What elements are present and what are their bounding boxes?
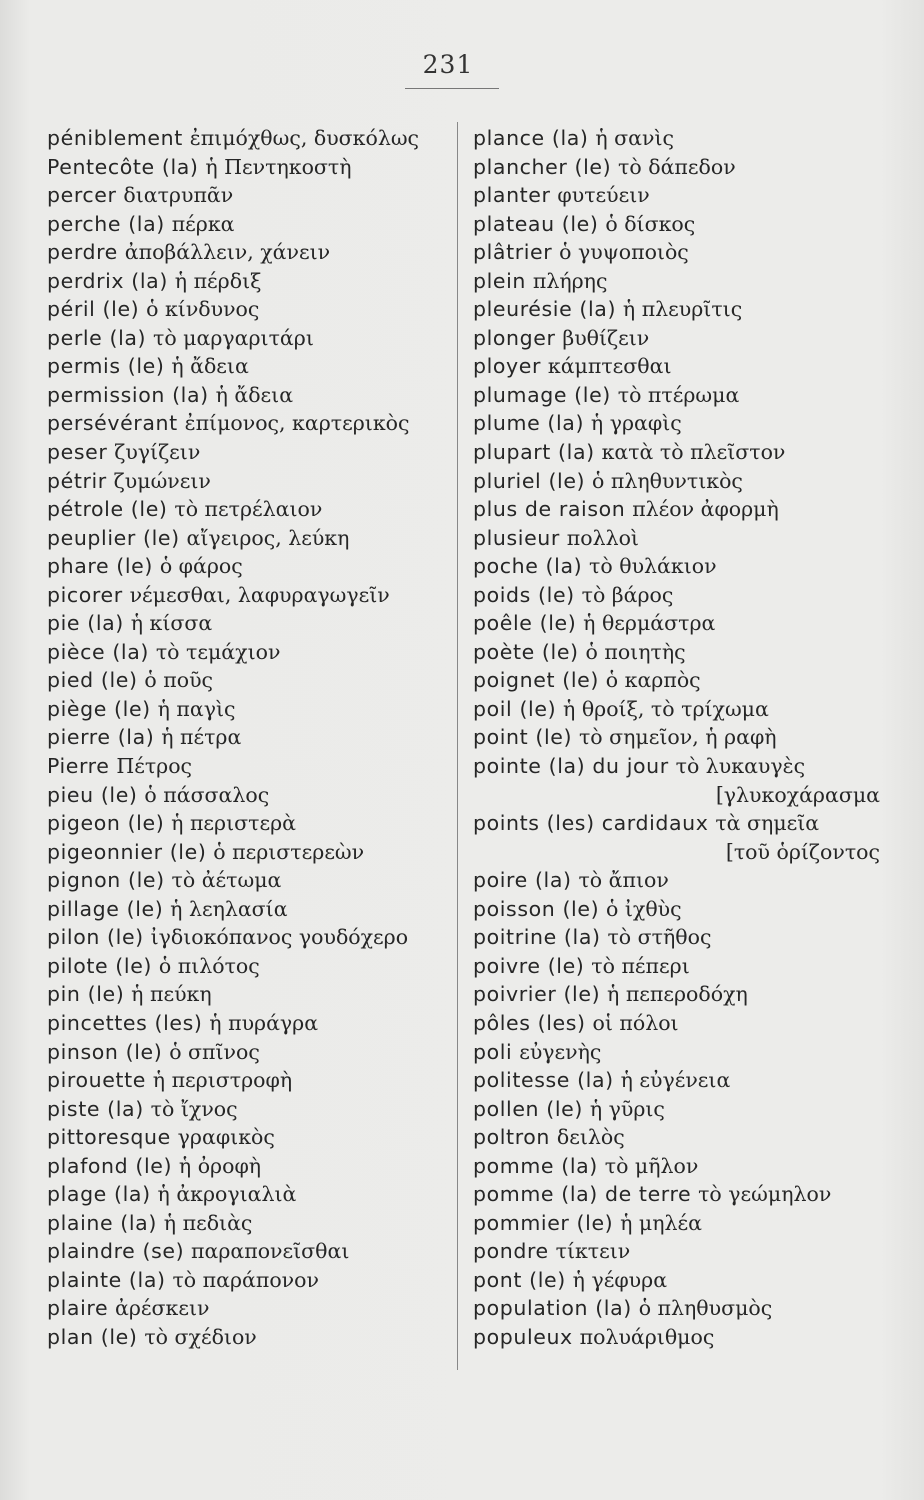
greek-translation: ὁ σπῖνος	[169, 1039, 260, 1064]
dictionary-entry	[473, 1123, 888, 1152]
greek-translation: τὸ ἄπιον	[578, 868, 669, 893]
dictionary-entry	[47, 409, 452, 438]
french-term: pétrir	[47, 468, 107, 493]
dictionary-entry	[473, 1095, 888, 1124]
french-term: point (le)	[473, 725, 573, 750]
dictionary-entry	[47, 952, 452, 981]
dictionary-entry	[47, 838, 452, 867]
french-term: pétrole (le)	[47, 497, 168, 522]
french-term: poche (la)	[473, 554, 583, 579]
french-term: pointe (la) du jour	[473, 754, 669, 779]
dictionary-entry	[47, 295, 452, 324]
french-term: poli	[473, 1039, 513, 1064]
greek-translation: ἡ πέτρα	[161, 725, 242, 750]
dictionary-entry-continuation	[473, 781, 888, 810]
dictionary-entry	[473, 638, 888, 667]
greek-translation: τὸ παράπονον	[172, 1267, 319, 1292]
french-term: perche (la)	[47, 211, 165, 236]
dictionary-entry	[47, 1237, 452, 1266]
dictionary-entry	[47, 752, 452, 781]
greek-translation: τὸ σημεῖον, ἡ ραφὴ	[578, 725, 777, 750]
dictionary-entry	[473, 1323, 888, 1352]
dictionary-entry	[47, 809, 452, 838]
french-term: piste (la)	[47, 1096, 144, 1121]
dictionary-entry	[47, 1294, 452, 1323]
dictionary-entry	[473, 210, 888, 239]
french-term: poire (la)	[473, 868, 572, 893]
dictionary-entry	[473, 1066, 888, 1095]
french-term: poignet (le)	[473, 668, 599, 693]
dictionary-entry	[473, 866, 888, 895]
greek-translation: Πέτρος	[116, 754, 193, 779]
french-term: permission (la)	[47, 382, 209, 407]
french-term: plafond (le)	[47, 1153, 173, 1178]
dictionary-entry	[473, 381, 888, 410]
french-term: plainte (la)	[47, 1267, 166, 1292]
dictionary-entry	[47, 1009, 452, 1038]
greek-translation: οἱ πόλοι	[592, 1010, 679, 1035]
dictionary-entry	[473, 295, 888, 324]
greek-translation: ἡ θροίξ, τὸ τρίχωμα	[563, 696, 769, 721]
greek-translation: τὸ πέπερι	[591, 953, 690, 978]
dictionary-entry	[47, 895, 452, 924]
greek-translation: γραφικὸς	[177, 1125, 275, 1150]
dictionary-entry	[47, 980, 452, 1009]
dictionary-entry	[473, 267, 888, 296]
dictionary-entry	[47, 495, 452, 524]
greek-translation: πλήρης	[532, 268, 608, 293]
greek-translation: πολυάριθμος	[579, 1324, 715, 1349]
greek-translation: ἐπιμόχθως, δυσκόλως	[189, 126, 420, 150]
dictionary-entry	[47, 695, 452, 724]
french-term: plan (le)	[47, 1324, 138, 1349]
french-term: planter	[473, 183, 551, 208]
french-term: pillage (le)	[47, 896, 164, 921]
french-term: persévérant	[47, 411, 178, 436]
french-term: poitrine (la)	[473, 925, 601, 950]
french-term: perdre	[47, 240, 118, 265]
dictionary-entry	[473, 1009, 888, 1038]
greek-translation: ἡ ἄδεια	[215, 382, 294, 407]
greek-translation: ἡ σανὶς	[595, 126, 674, 150]
french-term: plateau (le)	[473, 211, 599, 236]
greek-translation: τὸ πετρέλαιον	[174, 497, 323, 522]
french-term: points (les) cardidaux	[473, 811, 709, 836]
greek-translation: τὸ πτέρωμα	[617, 382, 740, 407]
dictionary-entry	[47, 1323, 452, 1352]
dictionary-entry	[473, 695, 888, 724]
dictionary-entry	[473, 609, 888, 638]
french-term: poisson (le)	[473, 896, 600, 921]
greek-translation: ἡ μηλέα	[620, 1210, 702, 1235]
french-term: pignon (le)	[47, 868, 165, 893]
greek-translation: τὸ βάρος	[581, 582, 674, 607]
dictionary-entry	[473, 752, 888, 781]
greek-translation: ἡ πυράγρα	[209, 1010, 319, 1035]
french-term: plume (la)	[473, 411, 585, 436]
french-term: pilon (le)	[47, 925, 144, 950]
dictionary-entry	[473, 524, 888, 553]
dictionary-entry	[473, 238, 888, 267]
greek-translation: ὁ ἰχθὺς	[606, 896, 682, 921]
greek-translation: ἡ παγὶς	[157, 696, 236, 721]
dictionary-entry	[47, 381, 452, 410]
dictionary-entry	[47, 923, 452, 952]
french-term: pollen (le)	[473, 1096, 583, 1121]
french-term: peuplier (le)	[47, 525, 180, 550]
french-term: poivrier (le)	[473, 982, 601, 1007]
french-term: politesse (la)	[473, 1068, 614, 1093]
french-term: pierre (la)	[47, 725, 155, 750]
dictionary-entry	[473, 1209, 888, 1238]
greek-translation: βυθίζειν	[562, 325, 650, 350]
french-term: picorer	[47, 582, 123, 607]
greek-translation: ἐπίμονος, καρτερικὸς	[184, 411, 410, 436]
dictionary-entry	[473, 552, 888, 581]
dictionary-entry	[47, 467, 452, 496]
french-term: plâtrier	[473, 240, 553, 265]
dictionary-entry	[473, 980, 888, 1009]
greek-translation: τὰ σημεῖα	[715, 811, 820, 836]
dictionary-entry	[47, 866, 452, 895]
french-term: plusieur	[473, 525, 560, 550]
greek-translation: αἴγειρος, λεύκη	[186, 525, 350, 550]
french-term: ployer	[473, 354, 542, 379]
french-term: pigeonnier (le)	[47, 839, 207, 864]
greek-translation: τὸ δάπεδον	[618, 154, 736, 179]
greek-translation: ἀποβάλλειν, χάνειν	[124, 240, 331, 265]
dictionary-entry	[47, 1266, 452, 1295]
greek-translation: [τοῦ ὁρίζοντος	[725, 839, 880, 864]
dictionary-entry-continuation	[473, 838, 888, 867]
dictionary-entry	[47, 1180, 452, 1209]
right-column	[473, 124, 888, 1352]
greek-translation: ἡ πεδιὰς	[163, 1210, 253, 1235]
dictionary-entry	[47, 153, 452, 182]
greek-translation: ἡ Πεντηκοστὴ	[205, 154, 352, 179]
french-term: population (la)	[473, 1296, 632, 1321]
dictionary-entry	[473, 153, 888, 182]
dictionary-entry	[473, 495, 888, 524]
dictionary-entry	[47, 324, 452, 353]
greek-translation: ὁ περιστερεὼν	[213, 839, 365, 864]
greek-translation: ὁ ποῦς	[144, 668, 214, 693]
dictionary-entry	[473, 1266, 888, 1295]
dictionary-entry	[47, 210, 452, 239]
greek-translation: κάμπτεσθαι	[547, 354, 672, 379]
dictionary-entry	[47, 1038, 452, 1067]
dictionary-entry	[47, 1152, 452, 1181]
greek-translation: ἡ πεπεροδόχη	[607, 982, 748, 1007]
french-term: poids (le)	[473, 582, 575, 607]
greek-translation: τὸ ἀέτωμα	[171, 868, 282, 893]
dictionary-entry	[47, 524, 452, 553]
french-term: pirouette	[47, 1068, 146, 1093]
greek-translation: τὸ ἴχνος	[150, 1096, 238, 1121]
french-term: pittoresque	[47, 1125, 171, 1150]
greek-translation: ἡ ἄδεια	[171, 354, 249, 379]
dictionary-entry	[473, 809, 888, 838]
french-term: populeux	[473, 1324, 573, 1349]
french-term: pomme (la) de terre	[473, 1182, 692, 1207]
french-term: peser	[47, 440, 108, 465]
dictionary-entry	[47, 1209, 452, 1238]
greek-translation: τὸ λυκαυγὲς	[675, 754, 806, 779]
greek-translation: ἡ πεύκη	[131, 982, 212, 1007]
french-term: pied (le)	[47, 668, 138, 693]
dictionary-entry	[47, 552, 452, 581]
greek-translation: ἰγδιοκόπανος γουδόχερο	[150, 925, 409, 950]
dictionary-entry	[47, 1066, 452, 1095]
french-term: Pierre	[47, 754, 110, 779]
greek-translation: πλέον ἀφορμὴ	[632, 497, 779, 522]
greek-translation: εὐγενὴς	[519, 1039, 602, 1064]
french-term: poète (le)	[473, 639, 579, 664]
greek-translation: πολλοὶ	[566, 525, 639, 550]
french-term: pinson (le)	[47, 1039, 163, 1064]
dictionary-entry	[473, 952, 888, 981]
french-term: percer	[47, 183, 117, 208]
dictionary-entry	[473, 409, 888, 438]
greek-translation: ἀρέσκειν	[115, 1296, 210, 1321]
french-term: pigeon (le)	[47, 811, 165, 836]
greek-translation: ἡ λεηλασία	[170, 896, 288, 921]
column-divider	[457, 122, 458, 1370]
dictionary-entry	[47, 181, 452, 210]
greek-translation: φυτεύειν	[557, 183, 650, 208]
greek-translation: ἡ γέφυρα	[572, 1267, 668, 1292]
french-term: perdrix (la)	[47, 268, 168, 293]
greek-translation: ἡ γῦρις	[589, 1096, 665, 1121]
french-term: pomme (la)	[473, 1153, 598, 1178]
greek-translation: ἡ περιστροφὴ	[152, 1068, 293, 1093]
greek-translation: ὁ πληθυντικὸς	[592, 468, 743, 493]
greek-translation: τὸ θυλάκιον	[589, 554, 717, 579]
french-term: piège (le)	[47, 696, 151, 721]
dictionary-entry	[473, 467, 888, 496]
dictionary-entry	[473, 1038, 888, 1067]
dictionary-entry	[473, 723, 888, 752]
dictionary-entry	[473, 324, 888, 353]
french-term: permis (le)	[47, 354, 165, 379]
french-term: pilote (le)	[47, 953, 153, 978]
dictionary-entry	[47, 638, 452, 667]
french-term: plaindre (se)	[47, 1239, 185, 1264]
french-term: pondre	[473, 1239, 549, 1264]
dictionary-entry	[47, 352, 452, 381]
french-term: pièce (la)	[47, 639, 149, 664]
french-term: pont (le)	[473, 1267, 566, 1292]
greek-translation: ὁ πάσσαλος	[144, 782, 270, 807]
greek-translation: κατὰ τὸ πλεῖστον	[601, 440, 786, 465]
french-term: pommier (le)	[473, 1210, 614, 1235]
french-term: plage (la)	[47, 1182, 151, 1207]
greek-translation: ἡ γραφὶς	[590, 411, 682, 436]
dictionary-entry	[47, 609, 452, 638]
french-term: perle (la)	[47, 325, 147, 350]
greek-translation: δειλὸς	[556, 1125, 625, 1150]
french-term: poêle (le)	[473, 611, 577, 636]
french-term: poil (le)	[473, 696, 557, 721]
greek-translation: ἡ εὐγένεια	[620, 1068, 731, 1093]
greek-translation: ἡ θερμάστρα	[583, 611, 716, 636]
french-term: plaine (la)	[47, 1210, 157, 1235]
greek-translation: ὁ γυψοποιὸς	[559, 240, 689, 265]
greek-translation: ἡ ἀκρογιαλιὰ	[157, 1182, 297, 1207]
greek-translation: ἡ κίσσα	[130, 611, 213, 636]
french-term: pluriel (le)	[473, 468, 586, 493]
greek-translation: ὁ φάρος	[159, 554, 243, 579]
french-term: plus de raison	[473, 497, 626, 522]
french-term: pieu (le)	[47, 782, 138, 807]
dictionary-entry	[473, 666, 888, 695]
greek-translation: τὸ μῆλον	[604, 1153, 699, 1178]
french-term: plupart (la)	[473, 440, 595, 465]
dictionary-entry	[47, 666, 452, 695]
french-term: pincettes (les)	[47, 1010, 203, 1035]
greek-translation: νέμεσθαι, λαφυραγωγεῖν	[129, 582, 390, 607]
french-term: phare (le)	[47, 554, 153, 579]
greek-translation: ζυμώνειν	[113, 468, 211, 493]
dictionary-entry	[473, 352, 888, 381]
french-term: plance (la)	[473, 126, 589, 150]
greek-translation: τὸ τεμάχιον	[155, 639, 281, 664]
greek-translation: ζυγίζειν	[114, 440, 201, 465]
greek-translation: ὁ ποιητὴς	[585, 639, 686, 664]
french-term: plonger	[473, 325, 556, 350]
dictionary-entry	[47, 723, 452, 752]
greek-translation: ὁ πληθυσμὸς	[638, 1296, 773, 1321]
dictionary-entry	[473, 181, 888, 210]
french-term: poivre (le)	[473, 953, 585, 978]
dictionary-entry	[473, 581, 888, 610]
dictionary-entry	[47, 1123, 452, 1152]
greek-translation: διατρυπᾶν	[123, 183, 234, 208]
french-term: pleurésie (la)	[473, 297, 617, 322]
greek-translation: ὁ δίσκος	[605, 211, 696, 236]
french-term: plancher (le)	[473, 154, 612, 179]
french-term: péril (le)	[47, 297, 140, 322]
dictionary-entry	[473, 895, 888, 924]
greek-translation: ἡ πλευρῖτις	[622, 297, 743, 322]
french-term: péniblement	[47, 126, 183, 150]
dictionary-entry	[473, 124, 888, 153]
greek-translation: [γλυκοχάρασμα	[715, 782, 880, 807]
french-term: plumage (le)	[473, 382, 611, 407]
french-term: pie (la)	[47, 611, 124, 636]
page-number: 231	[422, 50, 474, 79]
greek-translation: τὸ σχέδιον	[144, 1324, 257, 1349]
french-term: pin (le)	[47, 982, 125, 1007]
greek-translation: τὸ στῆθος	[607, 925, 712, 950]
greek-translation: ἡ περιστερὰ	[171, 811, 296, 836]
dictionary-entry	[473, 1294, 888, 1323]
greek-translation: τίκτειν	[555, 1239, 631, 1264]
greek-translation: πέρκα	[171, 211, 235, 236]
french-term: Pentecôte (la)	[47, 154, 199, 179]
dictionary-entry	[473, 1152, 888, 1181]
french-term: plein	[473, 268, 527, 293]
greek-translation: ὁ καρπὸς	[605, 668, 701, 693]
french-term: pôles (les)	[473, 1010, 586, 1035]
dictionary-entry	[473, 438, 888, 467]
greek-translation: ἡ πέρδιξ	[174, 268, 262, 293]
dictionary-entry	[47, 267, 452, 296]
french-term: plaire	[47, 1296, 109, 1321]
dictionary-entry	[47, 781, 452, 810]
greek-translation: παραπονεῖσθαι	[191, 1239, 350, 1264]
dictionary-entry	[47, 238, 452, 267]
dictionary-entry	[47, 124, 452, 153]
greek-translation: τὸ μαργαριτάρι	[152, 325, 314, 350]
header-rule	[405, 88, 499, 89]
left-column	[47, 124, 452, 1352]
greek-translation: ὁ πιλότος	[158, 953, 260, 978]
dictionary-entry	[47, 438, 452, 467]
greek-translation: ὁ κίνδυνος	[146, 297, 260, 322]
dictionary-entry	[473, 923, 888, 952]
french-term: poltron	[473, 1125, 551, 1150]
dictionary-entry	[47, 1095, 452, 1124]
dictionary-entry	[47, 581, 452, 610]
greek-translation: τὸ γεώμηλον	[698, 1182, 832, 1207]
greek-translation: ἡ ὀροφὴ	[178, 1153, 262, 1178]
dictionary-entry	[473, 1237, 888, 1266]
dictionary-entry	[473, 1180, 888, 1209]
